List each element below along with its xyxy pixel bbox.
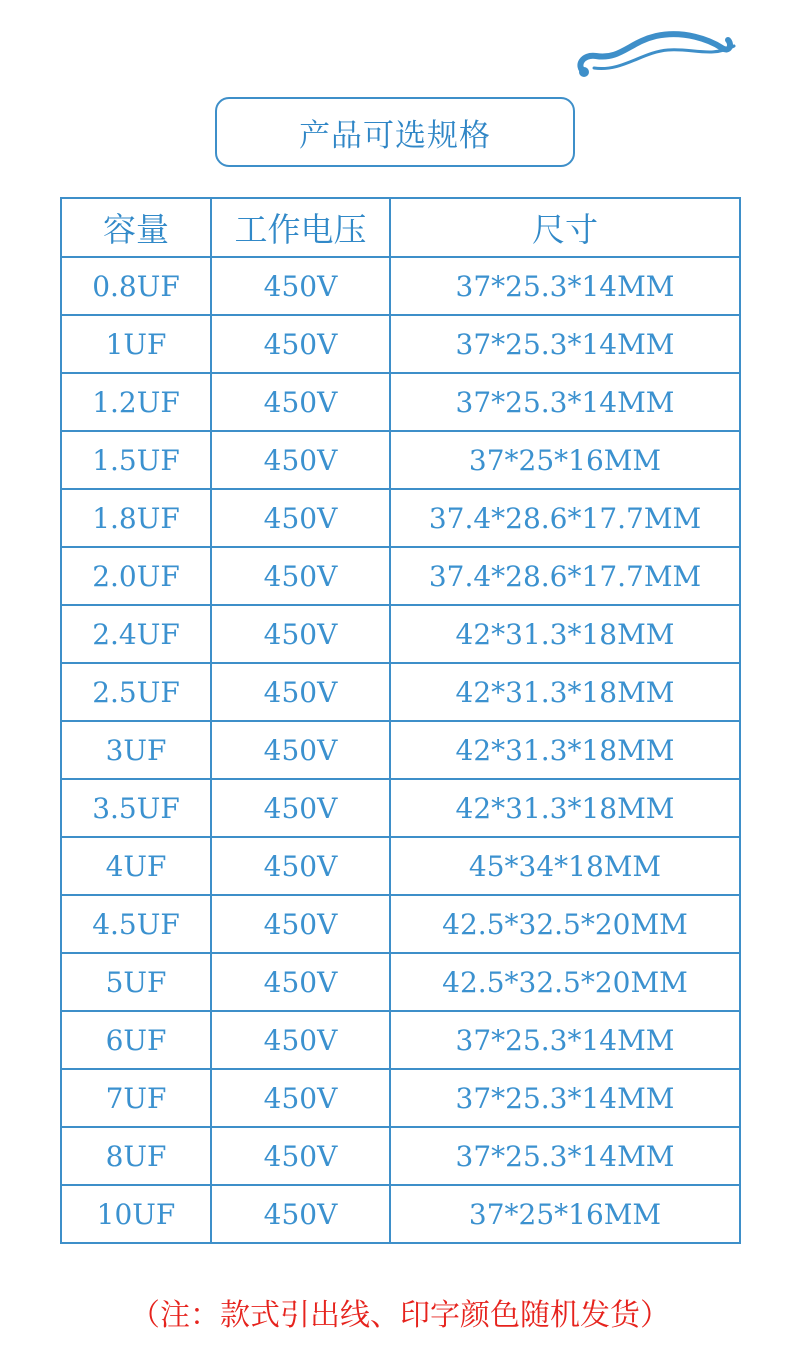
table-row [61, 1011, 740, 1069]
cell-voltage: 450V [211, 489, 390, 547]
cell-voltage: 450V [211, 1069, 390, 1127]
wave-swash-icon [572, 28, 742, 84]
cell-voltage: 450V [211, 1127, 390, 1185]
cell-voltage: 450V [211, 373, 390, 431]
cell-voltage: 450V [211, 779, 390, 837]
header-capacity: 容量 [61, 198, 211, 257]
footnote: （注：款式引出线、印字颜色随机发货） [130, 1298, 670, 1333]
cell-capacity: 3.5UF [61, 779, 211, 837]
cell-voltage: 450V [211, 1185, 390, 1243]
table-row [61, 1069, 740, 1127]
cell-capacity: 1.5UF [61, 431, 211, 489]
table-row [61, 1185, 740, 1243]
cell-capacity: 4UF [61, 837, 211, 895]
cell-capacity: 4.5UF [61, 895, 211, 953]
header-voltage: 工作电压 [211, 198, 390, 257]
cell-size: 42*31.3*18MM [390, 721, 740, 779]
cell-capacity: 6UF [61, 1011, 211, 1069]
cell-voltage: 450V [211, 663, 390, 721]
cell-capacity: 2.5UF [61, 663, 211, 721]
table-row [61, 837, 740, 895]
cell-size: 37*25.3*14MM [390, 1069, 740, 1127]
cell-voltage: 450V [211, 431, 390, 489]
cell-size: 37*25.3*14MM [390, 1011, 740, 1069]
cell-capacity: 1.8UF [61, 489, 211, 547]
cell-size: 37*25.3*14MM [390, 373, 740, 431]
cell-size: 37.4*28.6*17.7MM [390, 489, 740, 547]
cell-capacity: 8UF [61, 1127, 211, 1185]
table-row [61, 257, 740, 315]
table-row [61, 315, 740, 373]
cell-voltage: 450V [211, 257, 390, 315]
cell-capacity: 5UF [61, 953, 211, 1011]
cell-size: 37*25*16MM [390, 431, 740, 489]
cell-capacity: 7UF [61, 1069, 211, 1127]
cell-capacity: 0.8UF [61, 257, 211, 315]
cell-capacity: 2.0UF [61, 547, 211, 605]
cell-voltage: 450V [211, 895, 390, 953]
cell-size: 37*25*16MM [390, 1185, 740, 1243]
table-row [61, 489, 740, 547]
cell-size: 42*31.3*18MM [390, 779, 740, 837]
cell-voltage: 450V [211, 1011, 390, 1069]
cell-capacity: 10UF [61, 1185, 211, 1243]
cell-capacity: 1UF [61, 315, 211, 373]
cell-size: 42.5*32.5*20MM [390, 895, 740, 953]
header-size: 尺寸 [390, 198, 740, 257]
cell-size: 42*31.3*18MM [390, 605, 740, 663]
table-row [61, 547, 740, 605]
cell-capacity: 1.2UF [61, 373, 211, 431]
cell-size: 37*25.3*14MM [390, 257, 740, 315]
cell-voltage: 450V [211, 721, 390, 779]
table-row [61, 431, 740, 489]
cell-size: 42*31.3*18MM [390, 663, 740, 721]
cell-size: 37*25.3*14MM [390, 1127, 740, 1185]
table-row [61, 721, 740, 779]
cell-size: 45*34*18MM [390, 837, 740, 895]
table-row [61, 605, 740, 663]
table-row [61, 779, 740, 837]
spec-table [60, 197, 741, 1244]
cell-capacity: 3UF [61, 721, 211, 779]
table-header-row [61, 198, 740, 257]
cell-voltage: 450V [211, 605, 390, 663]
cell-capacity: 2.4UF [61, 605, 211, 663]
cell-voltage: 450V [211, 547, 390, 605]
cell-voltage: 450V [211, 315, 390, 373]
table-row [61, 663, 740, 721]
cell-size: 37*25.3*14MM [390, 315, 740, 373]
table-row [61, 1127, 740, 1185]
cell-size: 42.5*32.5*20MM [390, 953, 740, 1011]
cell-size: 37.4*28.6*17.7MM [390, 547, 740, 605]
table-row [61, 373, 740, 431]
table-row [61, 895, 740, 953]
table-row [61, 953, 740, 1011]
table-body [61, 257, 740, 1243]
cell-voltage: 450V [211, 953, 390, 1011]
cell-voltage: 450V [211, 837, 390, 895]
page-title: 产品可选规格 [215, 97, 575, 167]
